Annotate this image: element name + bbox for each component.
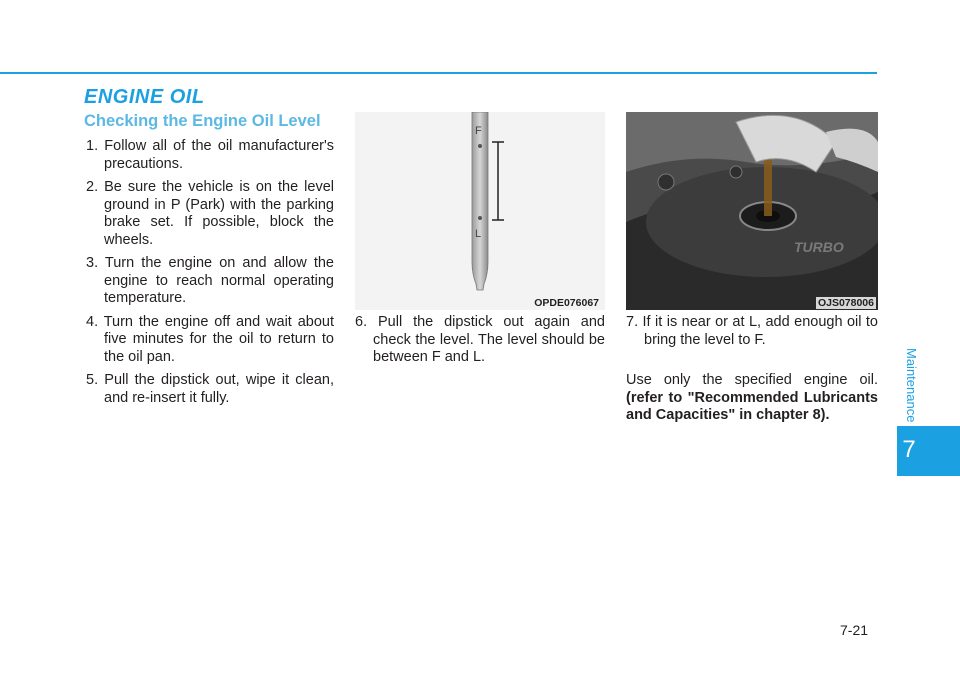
chapter-number: 7	[902, 436, 916, 463]
subheading: Checking the Engine Oil Level	[84, 112, 321, 130]
section-title: ENGINE OIL	[84, 86, 205, 108]
figure-code: OJS078006	[817, 297, 874, 309]
dipstick-figure	[355, 112, 605, 310]
step-item: 2. Be sure the vehicle is on the level ground in P (Park) with the parking brake set. If possible, block the wheels.	[86, 179, 334, 248]
chapter-tab-label: Maintenance	[904, 347, 919, 423]
chapter-tab	[897, 426, 960, 476]
step-item: 4. Turn the engine off and wait about five minutes for the oil to return to the oil pan.	[86, 313, 334, 365]
dipstick-illustration	[355, 112, 605, 310]
steps-list-col2	[355, 314, 605, 373]
oil-note	[626, 372, 878, 425]
page-number: 7-21	[840, 622, 869, 638]
turbo-cover-label: TURBO	[794, 239, 844, 255]
note-reference: (refer to "Recommended Lubricants and Capacities" in chapter 8).	[626, 389, 878, 423]
step-item: 1. Follow all of the oil manufacturer's precautions.	[86, 138, 334, 172]
l-mark-label: L	[475, 228, 482, 240]
step-item: 6. Pull the dipstick out again and check the level. The level should be between F and L.	[355, 314, 605, 365]
header-rule	[0, 72, 877, 74]
step-item: 7. If it is near or at L, add enough oil to bring the level to F.	[626, 314, 878, 348]
steps-list-col3	[626, 314, 878, 355]
figure-code: OPDE076067	[534, 297, 599, 309]
engine-figure	[626, 112, 878, 310]
note-text: Use only the specified engine oil.	[626, 372, 878, 388]
f-mark-label: F	[475, 125, 482, 137]
step-item: 5. Pull the dipstick out, wipe it clean, and re-insert it fully.	[86, 372, 334, 406]
step-item: 3. Turn the engine on and allow the engine to reach normal operating temperature.	[86, 255, 334, 306]
steps-list-col1	[86, 138, 334, 413]
engine-illustration	[626, 112, 878, 310]
